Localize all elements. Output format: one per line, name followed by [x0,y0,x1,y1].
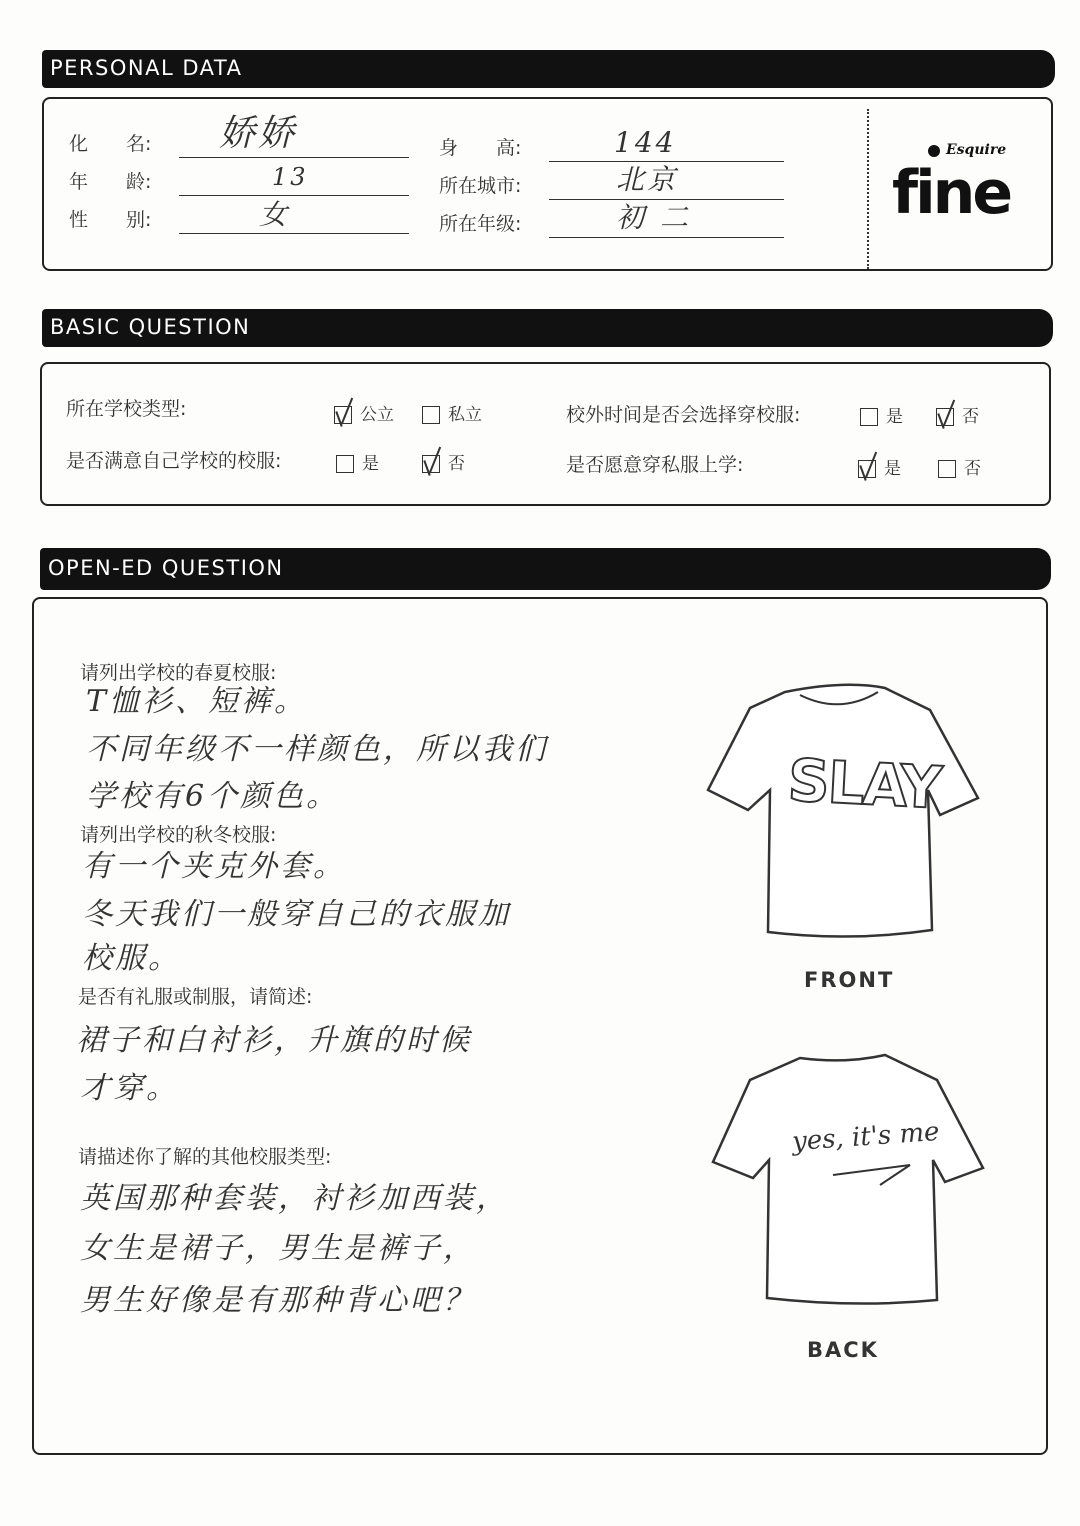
name-value: 娇娇 [219,113,298,154]
age-label: 年 龄: [69,171,152,193]
basic-question-header [42,309,1053,347]
front-label: FRONT [804,968,895,992]
gender-line [179,211,409,234]
answer-line: 不同年级不一样颜色，所以我们 [86,732,548,767]
logo-dot [928,145,940,157]
option-yes[interactable] [858,454,901,479]
option-label: 公立 [360,405,394,425]
option-private[interactable] [422,400,482,425]
logo-big: fine [892,158,1011,228]
checkbox-checked[interactable] [936,408,954,426]
question-autumn-winter: 请列出学校的秋冬校服: [80,824,277,846]
option-label: 私立 [448,405,482,425]
basic-question-title: BASIC QUESTION [50,315,251,339]
logo-small: Esquire [946,142,1007,158]
height-value: 144 [614,126,677,159]
checkbox-checked[interactable] [422,455,440,473]
option-no[interactable] [938,454,981,479]
city-label: 所在城市: [439,175,522,197]
dotted-divider [867,109,869,269]
answer-line: 冬天我们一般穿自己的衣服加 [82,897,511,932]
name-label: 化 名: [69,133,152,155]
option-label: 是 [884,459,901,479]
option-label: 否 [962,407,979,427]
checkbox[interactable] [422,406,440,424]
option-yes[interactable] [860,402,903,427]
wear-uniform-outside-question: 校外时间是否会选择穿校服: [566,404,801,426]
wear-casual-question: 是否愿意穿私服上学: [566,454,744,476]
personal-data-box [42,97,1053,271]
school-type-question: 所在学校类型: [66,398,187,420]
checkbox[interactable] [336,455,354,473]
answer-line: T恤衫、短裤。 [86,684,308,719]
question-spring-summer: 请列出学校的春夏校服: [80,662,277,684]
city-value: 北京 [616,163,679,196]
checkbox-checked[interactable] [858,460,876,478]
option-public[interactable] [334,400,394,425]
option-label: 否 [448,454,465,474]
basic-question-box [40,362,1051,506]
gender-value: 女 [259,198,291,231]
answer-line: 学校有6个颜色。 [86,779,340,814]
answer-line: 才穿。 [80,1071,179,1106]
checkbox[interactable] [938,460,956,478]
checkbox[interactable] [860,408,878,426]
tshirt-back-outline [713,1055,983,1304]
grade-label: 所在年级: [439,213,522,235]
answer-line: 裙子和白衬衫，升旗的时候 [76,1023,472,1058]
tshirt-back-drawing [705,1050,995,1310]
option-no[interactable] [422,449,465,474]
option-label: 是 [362,454,379,474]
checkbox-checked[interactable] [334,406,352,424]
question-formal-uniform: 是否有礼服或制服，请简述: [78,986,313,1008]
satisfied-uniform-question: 是否满意自己学校的校服: [66,450,282,472]
age-value: 13 [272,163,309,191]
open-question-title: OPEN-ED QUESTION [48,556,284,580]
option-label: 否 [964,459,981,479]
answer-line: 男生好像是有那种背心吧？ [80,1283,476,1318]
tshirt-front-text: SLAY [786,746,942,822]
height-label: 身 高: [439,137,522,159]
gender-label: 性 别: [69,209,152,231]
esquire-fine-logo [892,137,1042,237]
question-other-types: 请描述你了解的其他校服类型: [78,1146,332,1168]
answer-line: 英国那种套装，衬衫加西装， [80,1181,509,1216]
option-yes[interactable] [336,449,379,474]
answer-line: 有一个夹克外套。 [82,849,346,884]
open-question-header [40,548,1051,590]
option-no[interactable] [936,402,979,427]
grade-value: 初二 [616,201,705,234]
personal-data-header [42,50,1055,88]
answer-line: 女生是裙子，男生是裤子， [80,1231,476,1266]
answer-line: 校服。 [82,941,181,976]
back-label: BACK [807,1338,879,1362]
option-label: 是 [886,407,903,427]
tshirt-back-text: yes, it's me [791,1116,941,1158]
personal-data-title: PERSONAL DATA [50,56,243,80]
